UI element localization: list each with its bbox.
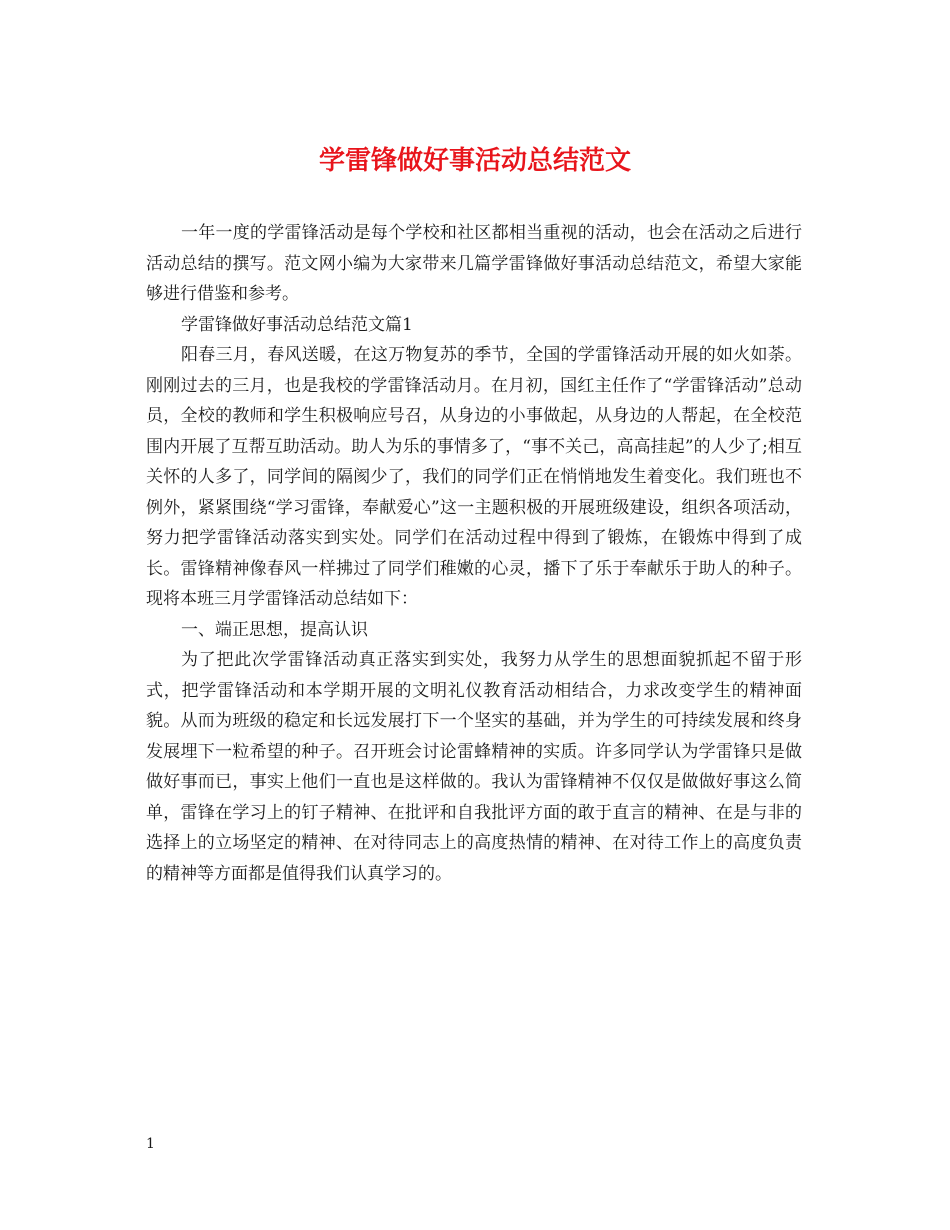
page-number: 1 <box>146 1136 155 1152</box>
body-paragraph: 阳春三月，春风送暖，在这万物复苏的季节，全国的学雷锋活动开展的如火如荼。刚刚过去的三月，也是我校的学雷锋活动月。在月初，国红主任作了“学雷锋活动”总动员，全校的教师和学生积极响应号召，从身边的小事做起，从身边的人帮起，在全校范围内开展了互帮互助活动。助人为乐的事情多了，“事不关己，高高挂起”的人少了;相互关怀的人多了，同学间的隔阂少了，我们的同学们正在悄悄地发生着变化。我们班也不例外，紧紧围绕“学习雷锋，奉献爱心”这一主题积极的开展班级建设，组织各项活动，努力把学雷锋活动落实到实处。同学们在活动过程中得到了锻炼，在锻炼中得到了成长。雷锋精神像春风一样拂过了同学们稚嫩的心灵，播下了乐于奉献乐于助人的种子。现将本班三月学雷锋活动总结如下： <box>146 345 802 609</box>
section-heading-article-1: 学雷锋做好事活动总结范文篇1 <box>181 314 413 335</box>
document-title: 学雷锋做好事活动总结范文 <box>318 146 631 176</box>
section-heading-1: 一、端正思想，提高认识 <box>181 619 368 640</box>
document-body <box>146 218 802 889</box>
body-paragraph: 为了把此次学雷锋活动真正落实到实处，我努力从学生的思想面貌抓起不留于形式，把学雷锋活动和本学期开展的文明礼仪教育活动相结合，力求改变学生的精神面貌。从而为班级的稳定和长远发展打下一个坚实的基础，并为学生的可持续发展和终身发展埋下一粒希望的种子。召开班会讨论雷蜂精神的实质。许多同学认为学雷锋只是做做好事而已，事实上他们一直也是这样做的。我认为雷锋精神不仅仅是做做好事这么简单，雷锋在学习上的钉子精神、在批评和自我批评方面的敢于直言的精神、在是与非的选择上的立场坚定的精神、在对待同志上的高度热情的精神、在对待工作上的高度负责的精神等方面都是值得我们认真学习的。 <box>146 650 802 884</box>
intro-paragraph: 一年一度的学雷锋活动是每个学校和社区都相当重视的活动，也会在活动之后进行活动总结的撰写。范文网小编为大家带来几篇学雷锋做好事活动总结范文，希望大家能够进行借鉴和参考。 <box>146 223 802 304</box>
